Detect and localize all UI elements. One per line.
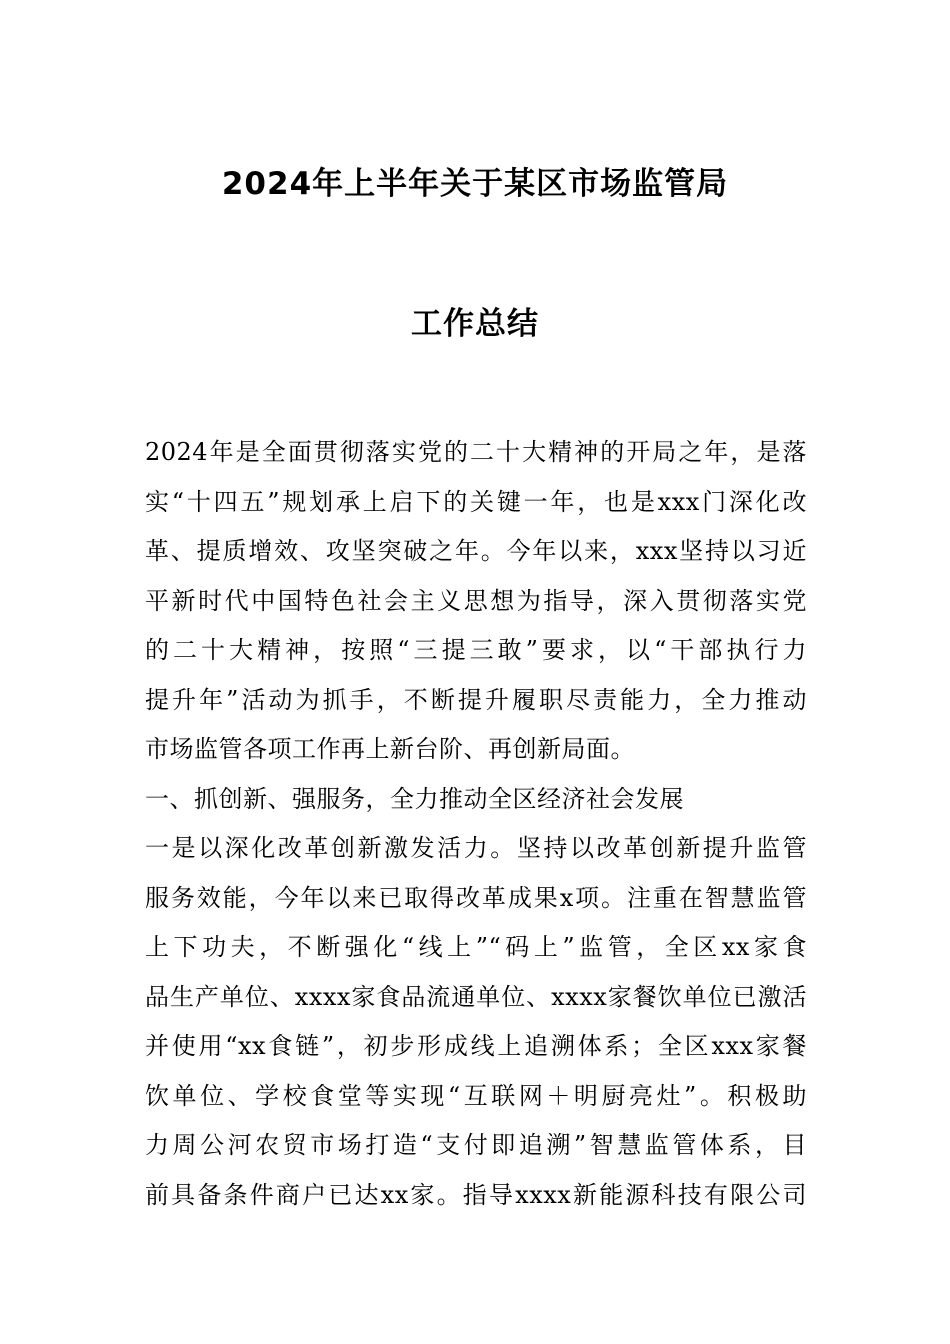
body-line-5: 的二十大精神，按照“三提三敢”要求，以“干部执行力 xyxy=(145,636,807,664)
document-title-line-2: 工作总结 xyxy=(411,306,539,342)
body-line-3: 革、提质增效、攻坚突破之年。今年以来，xxx坚持以习近 xyxy=(145,537,807,565)
body-line-11: 上下功夫，不断强化“线上”“码上”监管，全区xx家食 xyxy=(145,933,807,961)
body-line-15: 力周公河农贸市场打造“支付即追溯”智慧监管体系，目 xyxy=(145,1131,807,1159)
body-line-16: 前具备条件商户已达xx家。指导xxxx新能源科技有限公司 xyxy=(145,1180,807,1209)
body-line-1: 2024年是全面贯彻落实党的二十大精神的开局之年，是落 xyxy=(145,438,807,466)
body-line-4: 平新时代中国特色社会主义思想为指导，深入贯彻落实党 xyxy=(145,586,807,615)
body-line-2: 实“十四五”规划承上启下的关键一年，也是xxx门深化改 xyxy=(145,487,807,516)
body-line-9: 一是以深化改革创新激发活力。坚持以改革创新提升监管 xyxy=(145,834,807,862)
body-line-14: 饮单位、学校食堂等实现“互联网＋明厨亮灶”。积极助 xyxy=(145,1081,807,1110)
section-heading-1: 一、抓创新、强服务，全力推动全区经济社会发展 xyxy=(145,784,684,813)
body-line-12: 品生产单位、xxxx家食品流通单位、xxxx家餐饮单位已激活 xyxy=(145,982,807,1011)
body-line-6: 提升年”活动为抓手，不断提升履职尽责能力，全力推动 xyxy=(145,685,807,714)
document-title-line-1: 2024年上半年关于某区市场监管局 xyxy=(221,166,729,202)
document-body xyxy=(145,428,807,1220)
body-line-7: 市场监管各项工作再上新台阶、再创新局面。 xyxy=(145,735,635,763)
body-line-10: 服务效能，今年以来已取得改革成果x项。注重在智慧监管 xyxy=(145,883,807,912)
body-line-13: 并使用“xx食链”，初步形成线上追溯体系；全区xxx家餐 xyxy=(145,1032,807,1060)
